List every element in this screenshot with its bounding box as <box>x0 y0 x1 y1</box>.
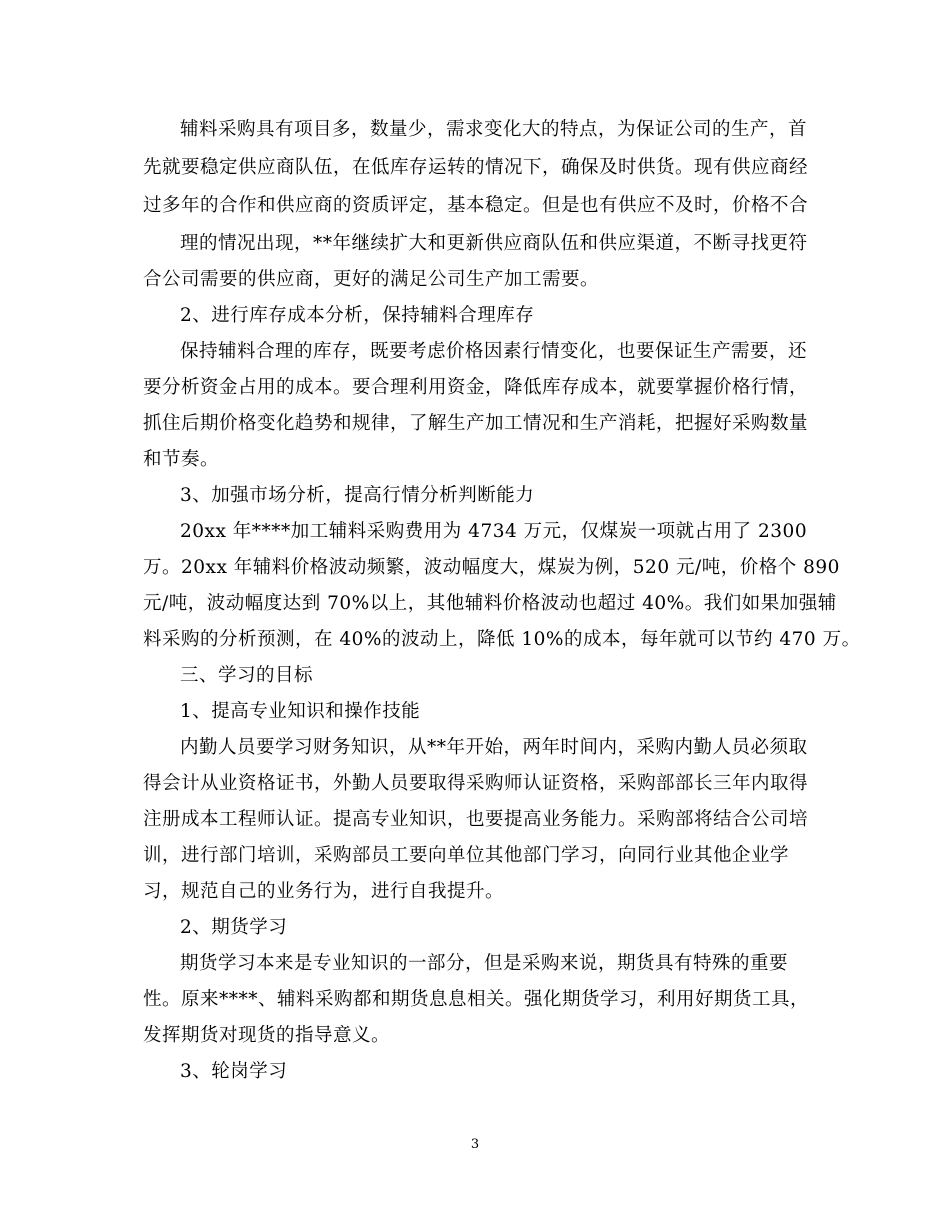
section-heading: 3、轮岗学习 <box>180 1061 288 1082</box>
paragraph-line: 料采购的分析预测，在 40%的波动上，降低 10%的成本，每年就可以节约 470 万。 <box>143 629 861 650</box>
paragraph-line: 期货学习本来是专业知识的一部分，但是采购来说，期货具有特殊的重要 <box>180 953 789 974</box>
paragraph-line: 元/吨，波动幅度达到 70%以上，其他辅料价格波动也超过 40%。我们如果加强辅 <box>143 593 837 614</box>
paragraph-line: 性。原来****、辅料采购都和期货息息相关。强化期货学习，利用好期货工具， <box>143 989 810 1010</box>
paragraph-line: 得会计从业资格证书，外勤人员要取得采购师认证资格，采购部部长三年内取得 <box>143 773 809 794</box>
paragraph-line: 抓住后期价格变化趋势和规律，了解生产加工情况和生产消耗，把握好采购数量 <box>143 413 809 434</box>
section-heading: 2、进行库存成本分析，保持辅料合理库存 <box>180 305 535 326</box>
paragraph-line: 先就要稳定供应商队伍，在低库存运转的情况下，确保及时供货。现有供应商经 <box>143 157 809 178</box>
paragraph-line: 发挥期货对现货的指导意义。 <box>143 1025 391 1046</box>
paragraph-line: 注册成本工程师认证。提高专业知识，也要提高业务能力。采购部将结合公司培 <box>143 809 809 830</box>
section-heading: 3、加强市场分析，提高行情分析判断能力 <box>180 485 535 506</box>
paragraph-line: 过多年的合作和供应商的资质评定，基本稳定。但是也有供应不及时，价格不合 <box>143 195 809 216</box>
paragraph-line: 理的情况出现，**年继续扩大和更新供应商队伍和供应渠道，不断寻找更符 <box>180 233 808 254</box>
paragraph-line: 保持辅料合理的库存，既要考虑价格因素行情变化，也要保证生产需要，还 <box>180 341 808 362</box>
paragraph-line: 万。20xx 年辅料价格波动频繁，波动幅度大，煤炭为例，520 元/吨，价格个 890 <box>143 557 840 578</box>
paragraph-line: 习，规范自己的业务行为，进行自我提升。 <box>143 881 505 902</box>
paragraph-line: 和节奏。 <box>143 449 220 470</box>
paragraph-line: 合公司需要的供应商，更好的满足公司生产加工需要。 <box>143 269 600 290</box>
paragraph-line: 内勤人员要学习财务知识，从**年开始，两年时间内，采购内勤人员必须取 <box>180 737 808 758</box>
section-heading: 1、提高专业知识和操作技能 <box>180 701 421 722</box>
paragraph-line: 20xx 年****加工辅料采购费用为 4734 万元，仅煤炭一项就占用了 2300 <box>180 521 808 542</box>
section-heading: 2、期货学习 <box>180 917 288 938</box>
section-heading: 三、学习的目标 <box>180 665 314 686</box>
paragraph-line: 训，进行部门培训，采购部员工要向单位其他部门学习，向同行业其他企业学 <box>143 845 790 866</box>
page-number: 3 <box>470 1137 480 1152</box>
paragraph-line: 要分析资金占用的成本。要合理利用资金，降低库存成本，就要掌握价格行情， <box>143 377 809 398</box>
paragraph-line: 辅料采购具有项目多，数量少，需求变化大的特点，为保证公司的生产，首 <box>180 119 808 140</box>
